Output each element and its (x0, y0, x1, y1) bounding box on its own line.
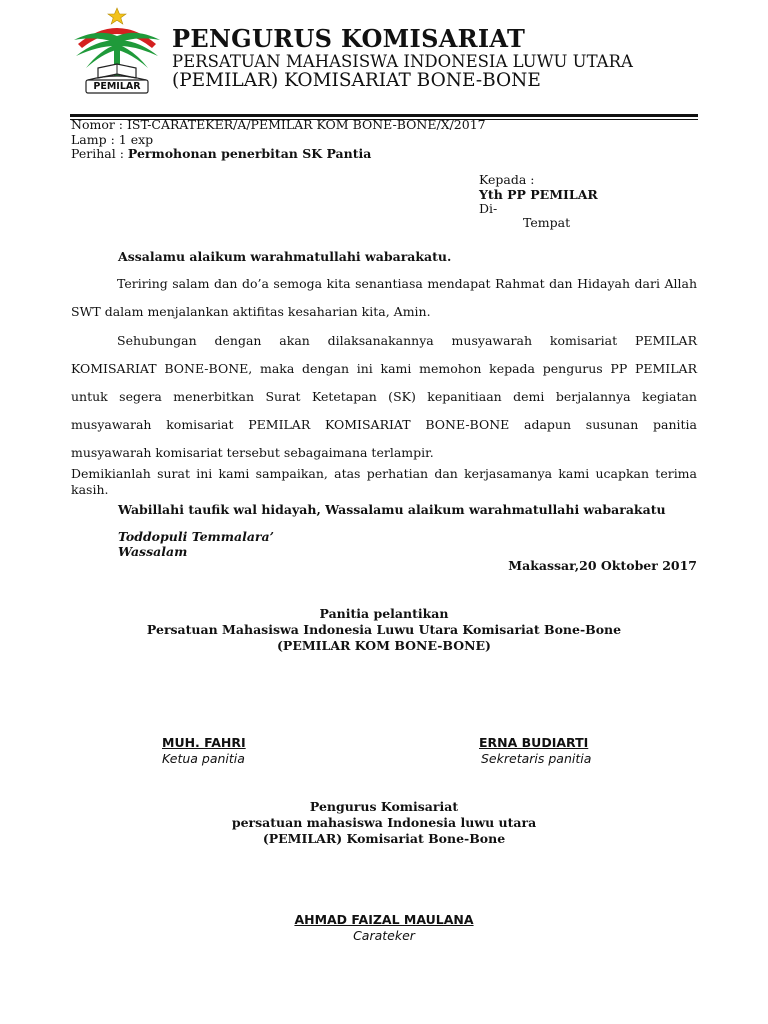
signatory-secretary-name: ERNA BUDIARTI (479, 735, 589, 750)
address-at-label: Di- (479, 201, 498, 216)
address-recipient: Yth PP PEMILAR (479, 187, 598, 202)
body-paragraph-3: Demikianlah surat ini kami sampaikan, atas perhatian dan kerjasamanya kami ucapkan terima kasih. (71, 466, 697, 497)
logo-banner-text: PEMILAR (93, 81, 141, 92)
place-date: Makassar,20 Oktober 2017 (508, 558, 697, 573)
board-organization: persatuan mahasiswa Indonesia luwu utara (231, 815, 537, 830)
committee-unit: (PEMILAR KOM BONE-BONE) (277, 638, 491, 653)
subject-value: Permohonan penerbitan SK Pantia (127, 146, 372, 161)
letterhead-subtitle: PERSATUAN MAHASISWA INDONESIA LUWU UTARA (172, 52, 633, 71)
body-paragraph-1: Teriring salam dan do’a semoga kita senantiasa mendapat Rahmat dan Hidayah dari Allah SWT dalam menjalankan aktifitas kesaharian kita, Amin. (71, 276, 697, 319)
signatory-chair-name: MUH. FAHRI (162, 735, 246, 750)
letter-attachment: Lamp : 1 exp (71, 132, 154, 147)
letterhead-title: PENGURUS KOMISARIAT (172, 24, 526, 53)
committee-organization: Persatuan Mahasiswa Indonesia Luwu Utara Komisariat Bone-Bone (146, 622, 622, 637)
signatory-secretary-role: Sekretaris panitia (481, 751, 592, 766)
body-paragraph-2: Sehubungan dengan akan dilaksanakannya musyawarah komisariat PEMILAR KOMISARIAT BONE-BONE, maka dengan ini kami memohon kepada pengurus PP PEMILAR untuk segera menerbitkan Surat Ketetapan (SK) kepanitiaan demi berjalannya kegiatan musyawarah komisariat PEMILAR KOMISARIAT BONE-BONE adapun susunan panitia musyawarah komisariat tersebut sebagaimana terlampir. (71, 333, 697, 460)
signatory-caretaker-name: AHMAD FAIZAL MAULANA (294, 912, 474, 927)
board-title: Pengurus Komisariat (309, 799, 459, 814)
wassalam: Wassalam (118, 544, 188, 559)
closing-greeting: Wabillahi taufik wal hidayah, Wassalamu alaikum warahmatullahi wabarakatu (118, 502, 666, 517)
letter-subject (71, 146, 371, 161)
motto: Toddopuli Temmalara’ (118, 529, 274, 544)
logo-star (108, 8, 126, 24)
letterhead-subtitle-2: (PEMILAR) KOMISARIAT BONE-BONE (172, 70, 541, 91)
subject-label: Perihal : (71, 146, 128, 161)
board-unit: (PEMILAR) Komisariat Bone-Bone (262, 831, 506, 846)
letter-number: Nomor : IST-CARATEKER/A/PEMILAR KOM BONE-BONE/X/2017 (71, 117, 486, 132)
signatory-caretaker-role: Carateker (353, 928, 415, 943)
committee-title: Panitia pelantikan (319, 606, 449, 621)
address-place: Tempat (523, 215, 571, 230)
address-to-label: Kepada : (479, 172, 535, 187)
signatory-chair-role: Ketua panitia (162, 751, 245, 766)
salutation: Assalamu alaikum warahmatullahi wabarakatu. (118, 249, 452, 264)
